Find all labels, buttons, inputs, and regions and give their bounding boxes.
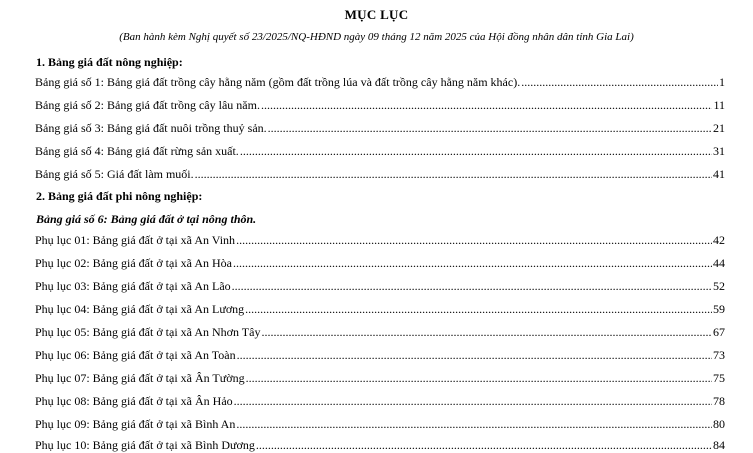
toc-entry-label: Phụ lục 08: Bảng giá đất ở tại xã Ân Hảo xyxy=(35,394,233,408)
toc-entry-page: 73 xyxy=(713,348,725,362)
toc-entry[interactable] xyxy=(35,97,725,113)
toc-entry[interactable] xyxy=(35,120,725,136)
toc-entry-page: 11 xyxy=(713,98,725,112)
page-title: MỤC LỤC xyxy=(344,7,409,22)
toc-entry-label: Bảng giá số 4: Bảng giá đất rừng sản xuất. xyxy=(35,144,239,158)
toc-entry[interactable] xyxy=(35,324,725,340)
toc-entry-label: Phụ lục 01: Bảng giá đất ở tại xã An Vinh xyxy=(35,233,236,247)
toc-leader-dots xyxy=(246,372,712,384)
toc-entry-page: 59 xyxy=(713,302,725,316)
toc-entry-page: 75 xyxy=(713,371,725,385)
toc-entry-page: 1 xyxy=(719,75,725,89)
toc-leader-dots xyxy=(237,349,712,361)
toc-leader-dots xyxy=(245,303,712,315)
toc-entry[interactable] xyxy=(35,143,725,159)
toc-leader-dots xyxy=(195,168,712,180)
toc-entry[interactable] xyxy=(35,416,725,432)
toc-entry[interactable] xyxy=(35,437,725,453)
page-subtitle: (Ban hành kèm Nghị quyết số 23/2025/NQ-HĐND ngày 09 tháng 12 năm 2025 của Hội đồng nhân dân tỉnh Gia Lai) xyxy=(119,31,634,43)
toc-entry-label: Phụ lục 05: Bảng giá đất ở tại xã An Nhơn Tây xyxy=(35,325,261,339)
toc-entry-label: Phụ lục 07: Bảng giá đất ở tại xã Ân Tường xyxy=(35,371,245,385)
section-2-subheading: Bảng giá số 6: Bảng giá đất ở tại nông thôn. xyxy=(36,212,257,226)
toc-entry[interactable] xyxy=(35,232,725,248)
toc-leader-dots xyxy=(256,439,712,451)
toc-leader-dots xyxy=(261,99,712,111)
toc-leader-dots xyxy=(233,257,712,269)
toc-entry-page: 42 xyxy=(713,233,725,247)
toc-entry-label: Bảng giá số 5: Giá đất làm muối. xyxy=(35,167,194,181)
section-1-heading: 1. Bảng giá đất nông nghiệp: xyxy=(36,55,183,69)
toc-entry[interactable] xyxy=(35,347,725,363)
toc-entry-label: Bảng giá số 2: Bảng giá đất trồng cây lâu năm. xyxy=(35,98,260,112)
toc-entry-page: 44 xyxy=(713,256,725,270)
toc-entry[interactable] xyxy=(35,393,725,409)
toc-entry-page: 21 xyxy=(713,121,725,135)
toc-entry[interactable] xyxy=(35,74,725,90)
toc-entry[interactable] xyxy=(35,255,725,271)
toc-leader-dots xyxy=(240,145,712,157)
toc-entry-label: Bảng giá số 1: Bảng giá đất trồng cây hằng năm (gồm đất trồng lúa và đất trồng cây hằng năm khác). xyxy=(35,75,521,89)
toc-entry[interactable] xyxy=(35,370,725,386)
toc-entry-label: Phụ lục 04: Bảng giá đất ở tại xã An Lương xyxy=(35,302,245,316)
section-2-heading: 2. Bảng giá đất phi nông nghiệp: xyxy=(36,189,203,203)
toc-leader-dots xyxy=(236,234,712,246)
toc-entry[interactable] xyxy=(35,278,725,294)
toc-leader-dots xyxy=(521,76,718,88)
toc-entry[interactable] xyxy=(35,301,725,317)
toc-entry-label: Phụ lục 09: Bảng giá đất ở tại xã Bình An xyxy=(35,417,236,431)
toc-leader-dots xyxy=(234,395,712,407)
toc-entry-page: 52 xyxy=(713,279,725,293)
toc-entry[interactable] xyxy=(35,166,725,182)
toc-entry-label: Phụ lục 06: Bảng giá đất ở tại xã An Toàn xyxy=(35,348,236,362)
toc-entry-page: 41 xyxy=(713,167,725,181)
toc-leader-dots xyxy=(268,122,712,134)
toc-entry-label: Phụ lục 10: Bảng giá đất ở tại xã Bình Dương xyxy=(35,438,255,452)
toc-entry-label: Phụ lục 03: Bảng giá đất ở tại xã An Lão xyxy=(35,279,231,293)
toc-entry-page: 67 xyxy=(713,325,725,339)
toc-leader-dots xyxy=(236,418,712,430)
toc-leader-dots xyxy=(232,280,712,292)
toc-entry-page: 31 xyxy=(713,144,725,158)
toc-leader-dots xyxy=(261,326,712,338)
toc-entry-page: 78 xyxy=(713,394,725,408)
toc-entry-label: Phụ lục 02: Bảng giá đất ở tại xã An Hòa xyxy=(35,256,232,270)
toc-entry-page: 84 xyxy=(713,438,725,452)
toc-entry-label: Bảng giá số 3: Bảng giá đất nuôi trồng thuỷ sản. xyxy=(35,121,267,135)
toc-entry-page: 80 xyxy=(713,417,725,431)
